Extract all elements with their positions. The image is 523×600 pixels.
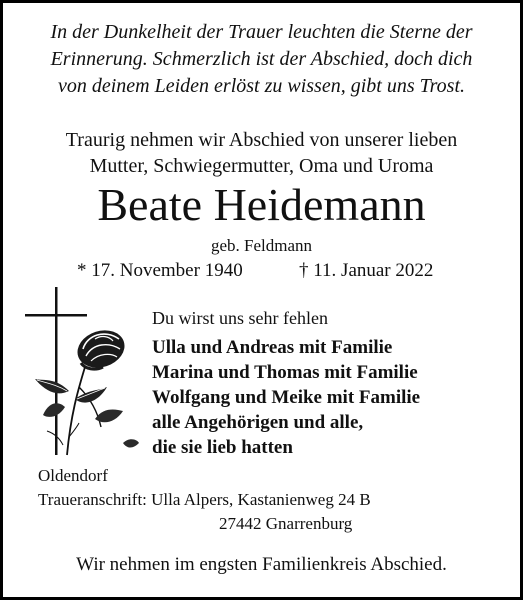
poem-line: Erinnerung. Schmerzlich ist der Abschied, doch dich <box>50 48 473 70</box>
closing-note: Wir nehmen im engsten Familienkreis Abschied. <box>76 554 447 575</box>
rose-leaf <box>123 439 139 447</box>
life-dates <box>77 259 434 283</box>
place: Oldendorf <box>38 466 108 485</box>
poem-line: von deinem Leiden erlöst zu wissen, gibt uns Trost. <box>57 75 466 97</box>
memorial-poem <box>17 19 506 100</box>
mourners-heading: Du wirst uns sehr fehlen <box>152 308 328 328</box>
mourners-list <box>152 335 420 460</box>
rose-leaf <box>95 409 123 422</box>
mourner-line: Ulla und Andreas mit Familie <box>152 337 393 358</box>
mourner-line: Wolfgang und Meike mit Familie <box>152 387 421 408</box>
mourning-address: Traueranschrift: Ulla Alpers, Kastanienweg 24 B <box>38 490 371 509</box>
mourner-line: alle Angehörigen und alle, <box>152 412 364 433</box>
birth-name: geb. Feldmann <box>210 236 313 255</box>
rose-leaf <box>43 403 65 417</box>
poem-line: In der Dunkelheit der Trauer leuchten die Sterne der <box>50 21 473 43</box>
mourner-line: die sie lieb hatten <box>152 437 293 458</box>
mourner-line: Marina und Thomas mit Familie <box>152 362 418 383</box>
cross-horizontal <box>25 314 87 317</box>
deceased-name: Beate Heidemann <box>97 179 426 230</box>
rose-stem <box>67 367 85 455</box>
death-date: † 11. Januar 2022 <box>299 260 434 281</box>
cross-and-rose-icon <box>23 287 141 457</box>
birth-date: * 17. November 1940 <box>77 260 243 281</box>
farewell-intro <box>13 127 510 179</box>
address-city: 27442 Gnarrenburg <box>219 514 353 533</box>
rose-bloom <box>73 324 130 373</box>
cross-vertical <box>55 287 58 455</box>
intro-line: Traurig nehmen wir Abschied von unserer lieben <box>65 129 458 151</box>
intro-line: Mutter, Schwiegermutter, Oma und Uroma <box>89 155 434 177</box>
